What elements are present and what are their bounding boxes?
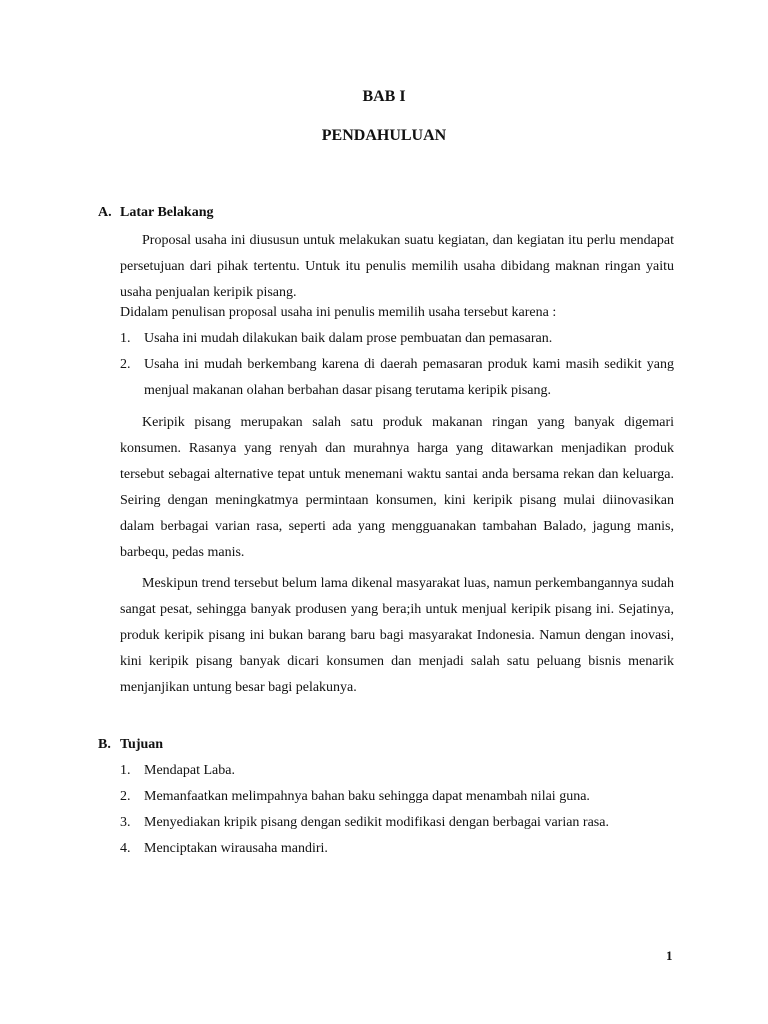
list-item — [120, 352, 674, 404]
list-item — [120, 784, 674, 810]
chapter-label: BAB I — [362, 88, 406, 105]
section-heading-tujuan — [98, 737, 163, 753]
page-number: 1 — [666, 948, 673, 963]
list-item-text: Mendapat Laba. — [144, 763, 235, 778]
section-title: Latar Belakang — [120, 205, 214, 220]
list-item-number: 4. — [120, 841, 131, 856]
list-item — [120, 836, 674, 862]
section-heading-latar-belakang — [98, 205, 213, 221]
list-item — [120, 810, 674, 836]
list-item-text: Usaha ini mudah dilakukan baik dalam prose pembuatan dan pemasaran. — [144, 331, 553, 346]
list-item-number: 2. — [120, 357, 131, 372]
list-item-number: 2. — [120, 789, 131, 804]
body-paragraph: Meskipun trend tersebut belum lama dikenal masyarakat luas, namun perkembangannya sudah sangat pesat, sehingga banyak produsen yang bera;ih untuk menjual keripik pisang ini. Sejatinya, produk keripik pisang ini bukan barang baru bagi masyarakat Indonesia. Namun dengan inovasi, kini keripik pisang banyak dicari konsumen dan menjadi salah satu peluang bisnis menarik menjanjikan untung besar bagi pelakunya. — [120, 576, 674, 695]
list-item — [120, 758, 674, 784]
list-item-text: Usaha ini mudah berkembang karena di daerah pemasaran produk kami masih sedikit yang menjual makanan olahan berbahan dasar pisang terutama keripik pisang. — [144, 357, 674, 398]
list-item-number: 1. — [120, 331, 131, 346]
reasons-lead-line: Didalam penulisan proposal usaha ini penulis memilih usaha tersebut karena : — [120, 305, 557, 320]
list-item-text: Menciptakan wirausaha mandiri. — [144, 841, 328, 856]
list-item — [120, 326, 674, 352]
section-title: Tujuan — [120, 737, 164, 752]
list-item-number: 3. — [120, 815, 131, 830]
list-item-text: Menyediakan kripik pisang dengan sedikit modifikasi dengan berbagai varian rasa. — [144, 815, 609, 830]
body-paragraph: Keripik pisang merupakan salah satu produk makanan ringan yang banyak digemari konsumen. Rasanya yang renyah dan murahnya harga yang ditawarkan menjadikan produk tersebut sebagai alternative tepat untuk menemani waktu santai anda bersama rekan dan keluarga. Seiring dengan meningkatmya permintaan konsumen, kini keripik pisang mulai diinovasikan dalam berbagai varian rasa, seperti ada yang mengguanakan tambahan Balado, jagung manis, barbequ, pedas manis. — [120, 415, 674, 560]
intro-paragraph: Proposal usaha ini diususun untuk melakukan suatu kegiatan, dan kegiatan itu perlu mendapat persetujuan dari pihak tertentu. Untuk itu penulis memilih usaha dibidang maknan ringan yaitu usaha penjualan keripik pisang. — [120, 233, 674, 300]
chapter-title: PENDAHULUAN — [321, 127, 447, 144]
list-item-number: 1. — [120, 763, 131, 778]
list-item-text: Memanfaatkan melimpahnya bahan baku sehingga dapat menambah nilai guna. — [144, 789, 590, 804]
section-letter: B. — [98, 737, 111, 752]
reasons-list — [120, 326, 674, 404]
section-letter: A. — [98, 205, 112, 220]
goals-list — [120, 758, 674, 862]
